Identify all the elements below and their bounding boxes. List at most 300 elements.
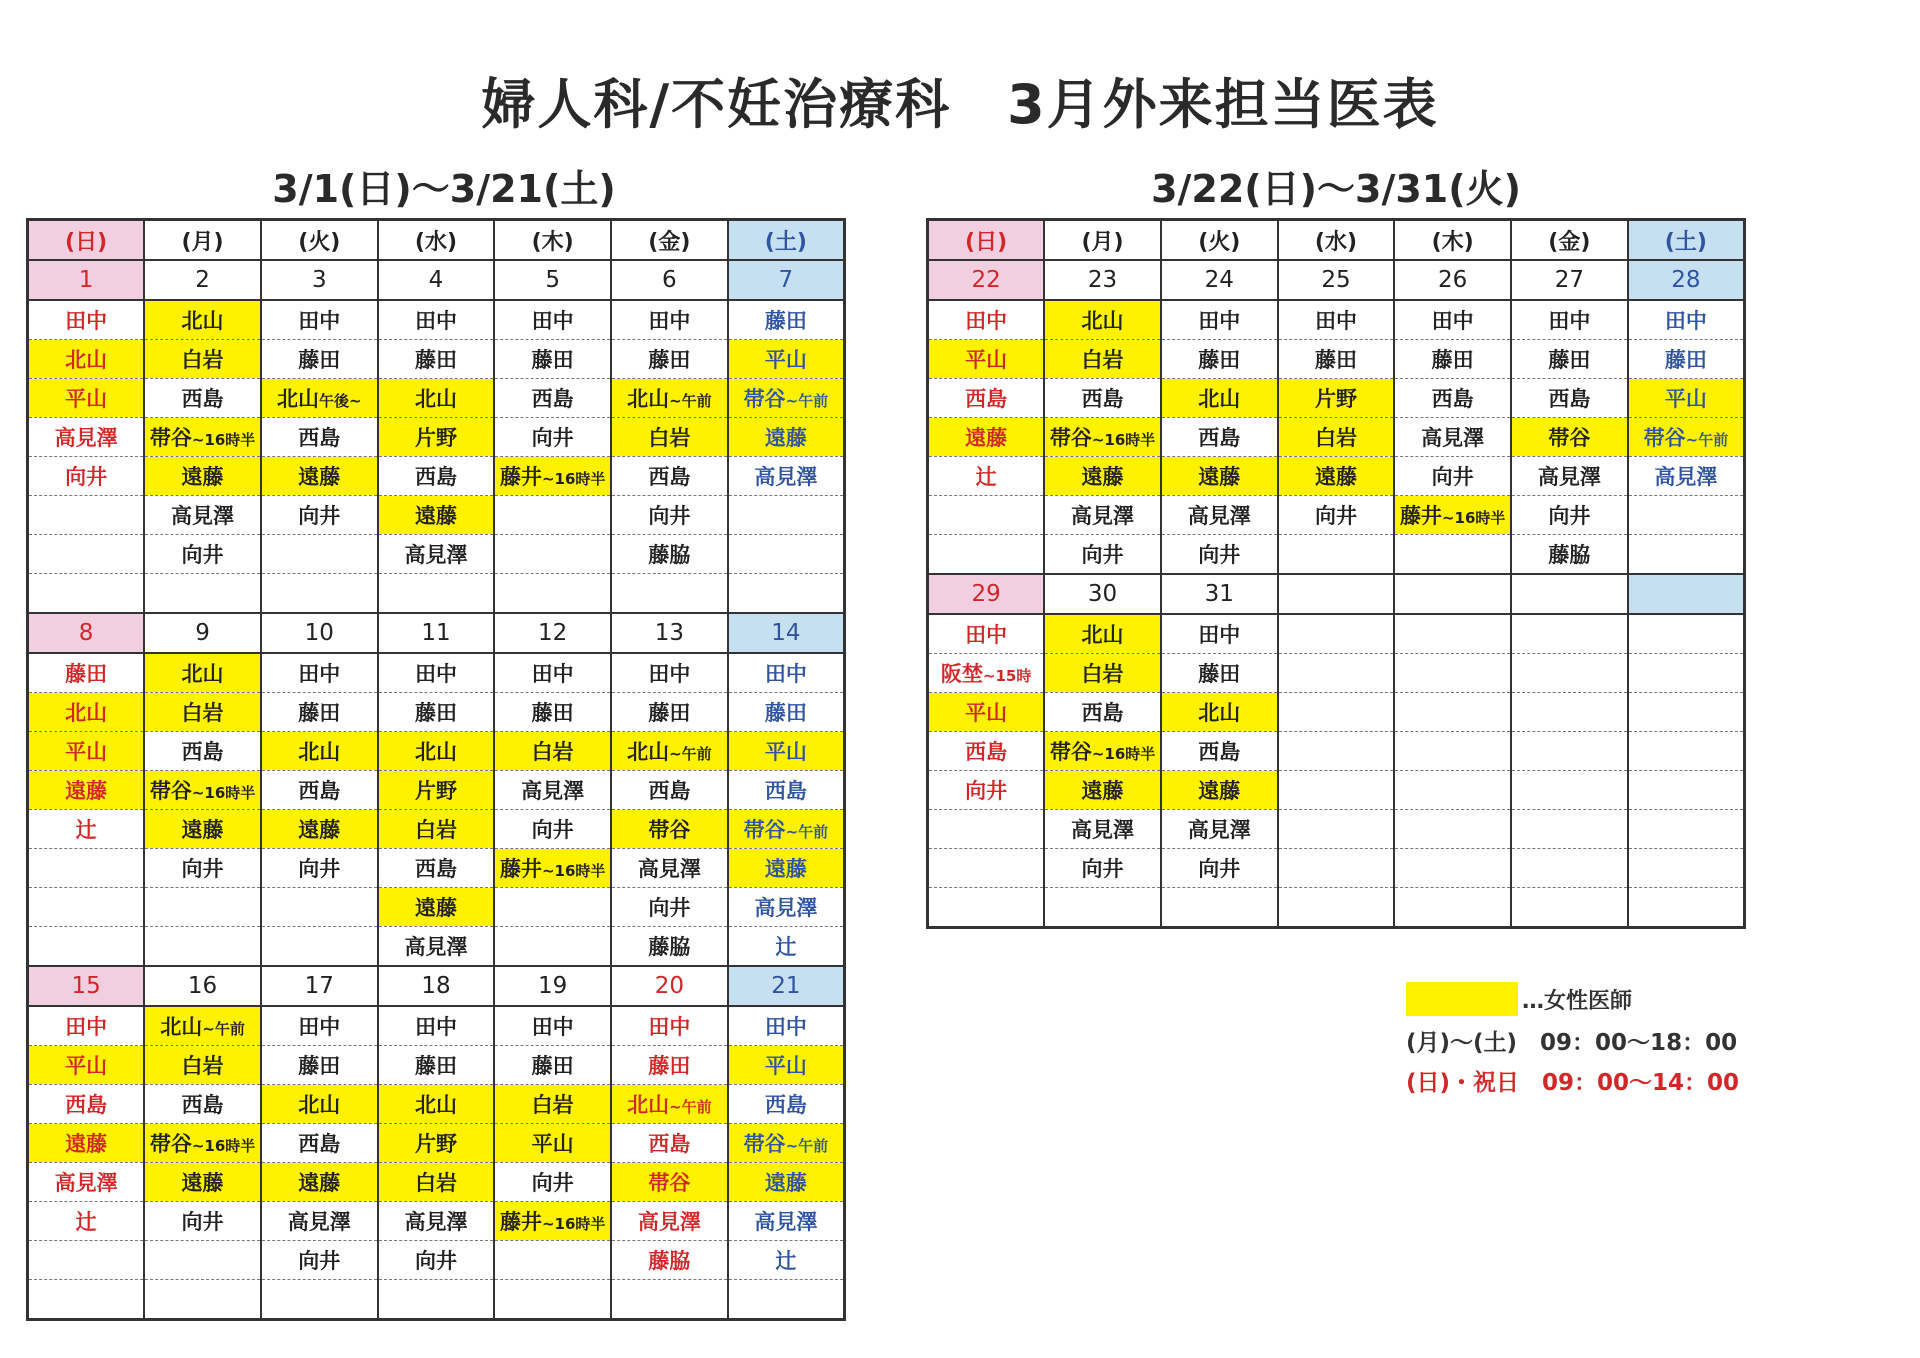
date-cell: 9 (144, 613, 261, 653)
doctor-row (928, 418, 1745, 457)
doctor-cell (144, 1280, 261, 1320)
weekday-header: (火) (261, 220, 378, 261)
doctor-cell (611, 1202, 728, 1241)
weekday-hours: (月)～(土) 09：00～18：00 (1406, 1030, 1738, 1056)
doctor-name: 平山 (1664, 387, 1707, 411)
doctor-cell (261, 418, 378, 457)
doctor-name: 藤井 (499, 465, 542, 489)
doctor-cell (611, 379, 728, 418)
doctor-name: 西島 (181, 740, 224, 764)
doctor-name: 帯谷 (1548, 426, 1591, 450)
doctor-row (28, 1124, 845, 1163)
doctor-hours-note: ~16時半 (1091, 745, 1156, 763)
doctor-cell (28, 574, 145, 614)
doctor-cell (1161, 810, 1278, 849)
doctor-cell (28, 535, 145, 574)
doctor-cell (144, 574, 261, 614)
doctor-cell (261, 1163, 378, 1202)
doctor-name: 藤田 (298, 348, 341, 372)
doctor-row (28, 732, 845, 771)
doctor-cell (611, 653, 728, 693)
doctor-cell (28, 732, 145, 771)
doctor-name: 田中 (531, 662, 574, 686)
doctor-cell (494, 418, 611, 457)
doctor-name: 高見澤 (1071, 504, 1135, 528)
sunday-hours: (日)・祝日 09：00～14：00 (1406, 1070, 1740, 1096)
period-left-title: 3/1(日)～3/21(土) (272, 167, 616, 211)
doctor-cell (1394, 457, 1511, 496)
doctor-cell (1161, 654, 1278, 693)
doctor-row (28, 693, 845, 732)
doctor-cell (728, 653, 845, 693)
doctor-name: 遠藤 (298, 465, 341, 489)
doctor-cell (494, 732, 611, 771)
doctor-cell (494, 693, 611, 732)
doctor-cell (144, 340, 261, 379)
doctor-row (928, 771, 1745, 810)
doctor-cell (261, 379, 378, 418)
doctor-cell (144, 888, 261, 927)
doctor-name: 西島 (181, 387, 224, 411)
doctor-cell (144, 810, 261, 849)
doctor-name: 藤田 (764, 309, 807, 333)
doctor-name: 帯谷 (743, 387, 786, 411)
doctor-row (28, 810, 845, 849)
doctor-cell (261, 927, 378, 967)
date-cell (1278, 574, 1395, 614)
doctor-cell (1044, 379, 1161, 418)
date-cell (1511, 574, 1628, 614)
doctor-row (928, 614, 1745, 654)
doctor-name: 藤田 (531, 701, 574, 725)
doctor-cell (1161, 771, 1278, 810)
doctor-name: 白岩 (1081, 348, 1124, 372)
doctor-cell (611, 300, 728, 340)
doctor-cell (728, 849, 845, 888)
doctor-cell (1044, 614, 1161, 654)
doctor-cell (1044, 300, 1161, 340)
doctor-name: 向井 (1548, 504, 1591, 528)
doctor-cell (1161, 732, 1278, 771)
doctor-name: 辻 (75, 1210, 97, 1234)
doctor-cell (494, 300, 611, 340)
doctor-name: 帯谷 (149, 1132, 192, 1156)
doctor-cell (494, 1046, 611, 1085)
doctor-cell (728, 1124, 845, 1163)
doctor-name: 遠藤 (1081, 779, 1124, 803)
doctor-cell (28, 379, 145, 418)
doctor-name: 向井 (181, 1210, 224, 1234)
doctor-cell (28, 888, 145, 927)
doctor-name: 藤田 (1198, 662, 1241, 686)
doctor-cell (611, 693, 728, 732)
doctor-name: 高見澤 (754, 465, 818, 489)
doctor-name: 片野 (414, 779, 457, 803)
doctor-cell (144, 653, 261, 693)
date-cell: 11 (378, 613, 495, 653)
doctor-name: 向井 (65, 465, 108, 489)
doctor-name: 平山 (531, 1132, 574, 1156)
doctor-name: 遠藤 (1198, 465, 1241, 489)
doctor-cell (28, 1006, 145, 1046)
doctor-cell (378, 1085, 495, 1124)
doctor-cell (494, 1006, 611, 1046)
doctor-cell (1628, 340, 1745, 379)
doctor-name: 辻 (775, 1249, 797, 1273)
doctor-cell (144, 1241, 261, 1280)
date-cell: 21 (728, 966, 845, 1006)
doctor-cell (1628, 379, 1745, 418)
doctor-cell (494, 1085, 611, 1124)
doctor-name: 遠藤 (181, 1171, 224, 1195)
doctor-cell (494, 888, 611, 927)
doctor-cell (494, 1202, 611, 1241)
schedule-table-left (26, 218, 846, 1321)
doctor-cell (28, 927, 145, 967)
doctor-name: 北山 (627, 740, 670, 764)
doctor-name: 向井 (298, 1249, 341, 1273)
doctor-cell (1278, 732, 1395, 771)
doctor-cell (28, 1085, 145, 1124)
doctor-name: 西島 (1081, 701, 1124, 725)
doctor-cell (928, 457, 1045, 496)
doctor-name: 高見澤 (404, 1210, 468, 1234)
date-cell: 25 (1278, 260, 1395, 300)
doctor-row (28, 535, 845, 574)
doctor-name: 向井 (1431, 465, 1474, 489)
doctor-name: 藤田 (531, 348, 574, 372)
doctor-cell (28, 1280, 145, 1320)
doctor-cell (1628, 693, 1745, 732)
doctor-row (28, 927, 845, 967)
doctor-name: 西島 (298, 779, 341, 803)
date-cell: 3 (261, 260, 378, 300)
doctor-cell (1511, 418, 1628, 457)
doctor-name: 遠藤 (65, 779, 108, 803)
doctor-cell (1161, 888, 1278, 928)
date-cell: 4 (378, 260, 495, 300)
page-title: 婦人科/不妊治療科 3月外来担当医表 (481, 73, 1439, 136)
doctor-name: 藤田 (414, 1054, 457, 1078)
doctor-cell (494, 457, 611, 496)
doctor-cell (144, 379, 261, 418)
doctor-cell (1044, 693, 1161, 732)
doctor-name: 高見澤 (1187, 818, 1251, 842)
doctor-cell (28, 1124, 145, 1163)
doctor-name: 高見澤 (1187, 504, 1251, 528)
doctor-cell (1161, 457, 1278, 496)
doctor-cell (1161, 418, 1278, 457)
doctor-name: 白岩 (181, 348, 224, 372)
doctor-cell (1044, 810, 1161, 849)
doctor-hours-note: 午後~ (318, 392, 362, 410)
doctor-cell (261, 535, 378, 574)
doctor-row (928, 654, 1745, 693)
doctor-cell (1161, 340, 1278, 379)
doctor-name: 向井 (181, 857, 224, 881)
doctor-cell (494, 1124, 611, 1163)
doctor-cell (494, 1241, 611, 1280)
weekday-header: (日) (28, 220, 145, 261)
doctor-name: 向井 (298, 857, 341, 881)
doctor-cell (928, 379, 1045, 418)
doctor-name: 平山 (764, 1054, 807, 1078)
doctor-cell (1394, 379, 1511, 418)
doctor-cell (144, 693, 261, 732)
doctor-cell (611, 457, 728, 496)
doctor-name: 田中 (1198, 309, 1241, 333)
doctor-name: 北山 (1198, 387, 1241, 411)
doctor-cell (378, 535, 495, 574)
doctor-name: 向井 (648, 504, 691, 528)
doctor-cell (1628, 849, 1745, 888)
doctor-cell (144, 418, 261, 457)
date-row (28, 613, 845, 653)
date-cell: 28 (1628, 260, 1745, 300)
doctor-cell (494, 810, 611, 849)
doctor-cell (261, 732, 378, 771)
date-cell: 24 (1161, 260, 1278, 300)
date-cell: 17 (261, 966, 378, 1006)
doctor-cell (611, 1085, 728, 1124)
doctor-cell (1044, 418, 1161, 457)
doctor-cell (261, 810, 378, 849)
doctor-name: 田中 (648, 662, 691, 686)
doctor-name: 田中 (764, 1015, 807, 1039)
doctor-cell (728, 1085, 845, 1124)
doctor-cell (928, 300, 1045, 340)
doctor-cell (611, 849, 728, 888)
doctor-name: 北山 (181, 662, 224, 686)
doctor-cell (378, 849, 495, 888)
doctor-cell (1394, 849, 1511, 888)
doctor-cell (728, 810, 845, 849)
doctor-hours-note: ~午前 (669, 392, 712, 410)
doctor-name: 高見澤 (404, 935, 468, 959)
doctor-name: 遠藤 (965, 426, 1008, 450)
doctor-name: 田中 (298, 662, 341, 686)
doctor-row (928, 496, 1745, 535)
doctor-cell (1278, 496, 1395, 535)
doctor-hours-note: ~午前 (202, 1020, 245, 1038)
doctor-cell (928, 693, 1045, 732)
date-cell: 13 (611, 613, 728, 653)
doctor-name: 藤田 (298, 1054, 341, 1078)
doctor-cell (728, 1006, 845, 1046)
date-cell: 30 (1044, 574, 1161, 614)
doctor-cell (1278, 771, 1395, 810)
doctor-name: 藤田 (298, 701, 341, 725)
doctor-cell (611, 927, 728, 967)
doctor-row (28, 1006, 845, 1046)
doctor-name: 藤田 (531, 1054, 574, 1078)
date-cell: 18 (378, 966, 495, 1006)
doctor-cell (28, 1202, 145, 1241)
doctor-name: 阪埜 (940, 662, 983, 686)
doctor-cell (928, 340, 1045, 379)
doctor-name: 田中 (648, 309, 691, 333)
doctor-cell (1044, 496, 1161, 535)
doctor-name: 藤田 (648, 1054, 691, 1078)
doctor-name: 向井 (414, 1249, 457, 1273)
doctor-cell (728, 535, 845, 574)
doctor-hours-note: ~午前 (669, 1098, 712, 1116)
doctor-cell (1511, 340, 1628, 379)
doctor-cell (494, 1163, 611, 1202)
date-cell: 15 (28, 966, 145, 1006)
doctor-hours-note: ~16時半 (541, 470, 606, 488)
doctor-cell (928, 496, 1045, 535)
doctor-name: 向井 (965, 779, 1008, 803)
doctor-name: 白岩 (1081, 662, 1124, 686)
doctor-cell (28, 1241, 145, 1280)
doctor-cell (728, 457, 845, 496)
doctor-name: 田中 (414, 1015, 457, 1039)
doctor-cell (1628, 614, 1745, 654)
doctor-name: 帯谷 (743, 818, 786, 842)
doctor-cell (928, 614, 1045, 654)
doctor-cell (28, 300, 145, 340)
doctor-name: 藤田 (764, 701, 807, 725)
doctor-name: 北山 (414, 740, 457, 764)
date-cell: 14 (728, 613, 845, 653)
doctor-name: 西島 (648, 1132, 691, 1156)
doctor-hours-note: ~16時半 (191, 784, 256, 802)
doctor-name: 向井 (1198, 543, 1241, 567)
doctor-cell (28, 1046, 145, 1085)
doctor-name: 藤田 (1548, 348, 1591, 372)
doctor-cell (1161, 300, 1278, 340)
doctor-cell (1511, 300, 1628, 340)
doctor-cell (261, 1085, 378, 1124)
period-right-title: 3/22(日)～3/31(火) (1151, 167, 1521, 211)
doctor-cell (378, 888, 495, 927)
doctor-name: 平山 (764, 348, 807, 372)
doctor-cell (1511, 614, 1628, 654)
date-cell: 20 (611, 966, 728, 1006)
doctor-cell (378, 1006, 495, 1046)
doctor-cell (1044, 535, 1161, 575)
doctor-cell (28, 771, 145, 810)
doctor-name: 平山 (965, 348, 1008, 372)
doctor-cell (144, 1124, 261, 1163)
doctor-name: 白岩 (648, 426, 691, 450)
doctor-cell (1044, 732, 1161, 771)
doctor-cell (611, 340, 728, 379)
doctor-name: 向井 (1314, 504, 1357, 528)
doctor-name: 向井 (531, 426, 574, 450)
doctor-name: 藤田 (1314, 348, 1357, 372)
doctor-row (928, 340, 1745, 379)
doctor-cell (611, 1241, 728, 1280)
doctor-cell (494, 379, 611, 418)
doctor-name: 帯谷 (648, 1171, 691, 1195)
doctor-cell (1628, 418, 1745, 457)
doctor-name: 西島 (414, 465, 457, 489)
doctor-name: 平山 (65, 740, 108, 764)
doctor-name: 藤脇 (648, 543, 691, 567)
doctor-cell (1511, 888, 1628, 928)
doctor-name: 片野 (414, 1132, 457, 1156)
doctor-name: 帯谷 (743, 1132, 786, 1156)
doctor-cell (1278, 654, 1395, 693)
doctor-cell (728, 1280, 845, 1320)
date-cell: 26 (1394, 260, 1511, 300)
doctor-cell (261, 849, 378, 888)
doctor-name: 藤脇 (648, 1249, 691, 1273)
doctor-cell (728, 340, 845, 379)
doctor-name: 北山 (1198, 701, 1241, 725)
doctor-cell (261, 1046, 378, 1085)
doctor-cell (144, 1085, 261, 1124)
doctor-row (28, 1241, 845, 1280)
doctor-cell (1511, 496, 1628, 535)
doctor-name: 高見澤 (637, 857, 701, 881)
doctor-cell (1044, 654, 1161, 693)
doctor-name: 帯谷 (648, 818, 691, 842)
doctor-name: 田中 (1314, 309, 1357, 333)
doctor-name: 遠藤 (181, 818, 224, 842)
doctor-cell (494, 1280, 611, 1320)
doctor-cell (144, 457, 261, 496)
doctor-name: 北山 (1081, 309, 1124, 333)
doctor-cell (611, 1280, 728, 1320)
doctor-name: 北山 (414, 1093, 457, 1117)
doctor-name: 北山 (181, 309, 224, 333)
doctor-name: 西島 (1431, 387, 1474, 411)
doctor-cell (728, 1046, 845, 1085)
doctor-cell (928, 418, 1045, 457)
doctor-cell (494, 927, 611, 967)
doctor-cell (611, 535, 728, 574)
doctor-cell (728, 379, 845, 418)
doctor-cell (494, 535, 611, 574)
doctor-cell (1394, 496, 1511, 535)
doctor-cell (1394, 418, 1511, 457)
doctor-name: 白岩 (414, 1171, 457, 1195)
doctor-row (28, 379, 845, 418)
doctor-cell (1511, 732, 1628, 771)
doctor-name: 西島 (1198, 740, 1241, 764)
doctor-cell (1628, 535, 1745, 575)
doctor-cell (28, 418, 145, 457)
doctor-name: 藤田 (414, 701, 457, 725)
doctor-name: 藤田 (1198, 348, 1241, 372)
doctor-name: 北山 (298, 740, 341, 764)
doctor-name: 帯谷 (149, 426, 192, 450)
doctor-row (28, 496, 845, 535)
doctor-name: 北山 (627, 387, 670, 411)
doctor-name: 高見澤 (521, 779, 585, 803)
date-row (28, 260, 845, 300)
date-cell: 27 (1511, 260, 1628, 300)
doctor-cell (1161, 496, 1278, 535)
doctor-name: 藤田 (648, 348, 691, 372)
doctor-row (28, 457, 845, 496)
doctor-cell (261, 693, 378, 732)
doctor-cell (28, 693, 145, 732)
doctor-cell (1044, 340, 1161, 379)
doctor-name: 高見澤 (171, 504, 235, 528)
doctor-cell (494, 340, 611, 379)
doctor-cell (378, 1202, 495, 1241)
doctor-name: 西島 (764, 1093, 807, 1117)
doctor-name: 遠藤 (181, 465, 224, 489)
doctor-row (28, 849, 845, 888)
date-row (28, 966, 845, 1006)
doctor-name: 遠藤 (414, 896, 457, 920)
doctor-name: 田中 (414, 309, 457, 333)
